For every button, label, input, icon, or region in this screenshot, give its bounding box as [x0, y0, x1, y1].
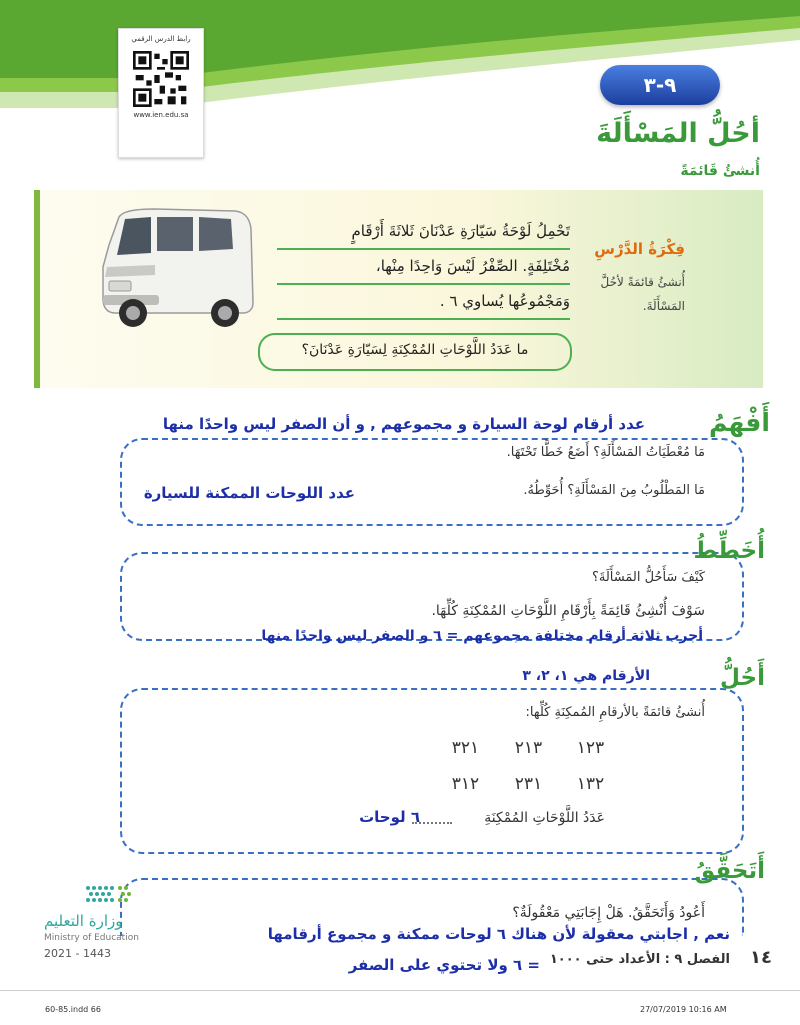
- chapter-footer: الفصل ٩ : الأعداد حتى ١٠٠٠: [549, 952, 730, 967]
- problem-line: وَمَجْمُوعُها يُساوي ٦ .: [277, 285, 570, 320]
- ministry-english-name: Ministry of Education: [44, 933, 139, 943]
- qr-card[interactable]: [118, 28, 204, 158]
- problem-line: تَحْمِلُ لَوْحَةُ سَيّارَةِ عَدْنَانَ ثَلاثَةَ أَرْقَامٍ: [277, 215, 570, 250]
- check-handwritten-1: نعم , اجابتي معقولة لأن هناك ٦ لوحات ممكنة و مجموع أرقامها: [267, 925, 730, 943]
- lesson-idea-text: أُنشئُ قائمَةً لأحُلَّ المَسْأَلَةَ.: [600, 275, 685, 313]
- slug-date: 27/07/2019 10:16 AM: [640, 1005, 727, 1014]
- page-subtitle: أُنشئُ قَائمَةً: [680, 163, 760, 179]
- list-item: ٢١٣: [514, 738, 543, 758]
- lesson-number: ٩-٣: [643, 73, 677, 97]
- list-item: ١٢٣: [576, 738, 605, 758]
- panel-accent-strip: [34, 190, 40, 388]
- solve-handwritten: الأرقام هي ١، ٢، ٣: [522, 668, 650, 684]
- qr-code-icon[interactable]: [133, 51, 189, 107]
- problem-statement: [265, 215, 570, 320]
- check-label: أَتَحَقَّقُ: [694, 858, 765, 884]
- lesson-idea-title: فِكْرَةُ الدَّرْسِ: [594, 240, 685, 258]
- plan-handwritten: أجرب ثلاثة أرقام مختلفة مجموعهم = ٦ و الصفر ليس واحدًا منها: [261, 628, 703, 644]
- slug-file: 60-85.indd 66: [45, 1005, 101, 1014]
- qr-title: رابط الدرس الرقمي: [131, 35, 191, 43]
- plan-question-2: سَوْفَ أُنْشِئُ قَائِمَةً بِأَرْقَامِ اللَّوْحَاتِ المُمْكِنَةِ كُلِّهَا.: [431, 603, 705, 619]
- understand-label: أَفْهَمُ: [708, 408, 770, 437]
- ministry-year: 2021 - 1443: [44, 947, 111, 960]
- problem-line: مُخْتَلِفَةٍ. الصِّفْرُ لَيْسَ وَاحِدًا مِنْها،: [277, 250, 570, 285]
- list-item: ١٣٢: [576, 774, 605, 794]
- list-item: ٣١٢: [451, 774, 480, 794]
- solve-label: أَحُلُّ: [720, 665, 765, 691]
- lesson-idea: [585, 240, 695, 350]
- understand-question-1: مَا مُعْطَيَاتُ المَسْأَلَةِ؟ أَضَعُ خَطًّا تَحْتَهَا.: [506, 445, 705, 460]
- understand-handwritten-givens: عدد أرقام لوحة السيارة و مجموعهم , و أن الصفر ليس واحدًا منها: [162, 415, 645, 433]
- van-image: [95, 205, 255, 340]
- plan-question-1: كَيْفَ سَأَحُلُّ المَسْأَلَةَ؟: [591, 570, 705, 585]
- problem-question: ما عَدَدُ اللَّوْحَاتِ المُمْكِنَةِ لِسَيّارَةِ عَدْنَانَ؟: [258, 333, 572, 371]
- qr-url[interactable]: www.ien.edu.sa: [133, 111, 189, 119]
- list-item: ٢٣١: [514, 774, 543, 794]
- slug-divider: [0, 990, 800, 991]
- solve-count-label: عَدَدُ اللَّوْحَاتِ المُمْكِنَةِ: [484, 810, 605, 826]
- ministry-logo-icon: [80, 880, 170, 910]
- ministry-arabic-name: وزارة التعليم: [44, 912, 123, 930]
- check-handwritten-2: = ٦ ولا تحتوي على الصفر: [348, 956, 540, 974]
- page-title: أحُلُّ المَسْأَلَةَ: [596, 118, 760, 149]
- solve-instruction: أُنشئُ قائمَةً بالأرقامِ المُمكِنَةِ كُلِّها:: [525, 705, 705, 720]
- solve-count-answer: ٦ لوحات: [359, 808, 420, 826]
- understand-handwritten-required: عدد اللوحات الممكنة للسيارة: [143, 484, 355, 502]
- lesson-number-badge: [600, 65, 720, 105]
- check-question: أَعُودُ وَأَتَحَقَّقُ. هَلْ إِجَابَتِي مَعْقُولَةٌ؟: [512, 905, 705, 921]
- page-number: ١٤: [750, 947, 772, 968]
- understand-question-2: مَا المَطْلُوبُ مِنَ المَسْأَلَةِ؟ أُحَوِّطُهُ.: [523, 483, 705, 498]
- list-item: ٣٢١: [451, 738, 480, 758]
- plan-label: أُخَطِّطُ: [693, 538, 765, 564]
